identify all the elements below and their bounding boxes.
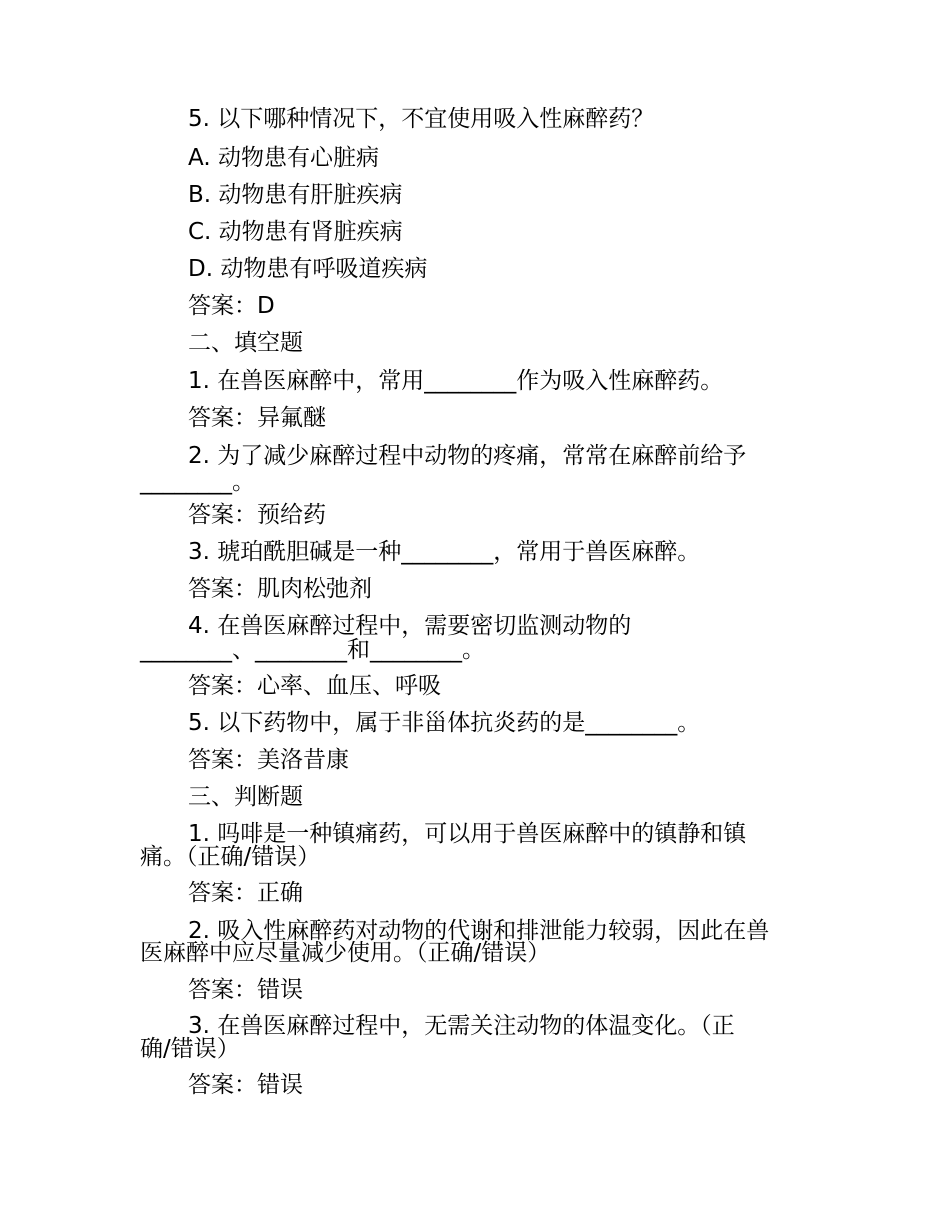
- judge-question-2: 2. 吸入性麻醉药对动物的代谢和排泄能力较弱，因此在兽: [188, 918, 770, 944]
- option-b: B. 动物患有肝脏疾病: [188, 182, 403, 208]
- fill-question-5: 5. 以下药物中，属于非甾体抗炎药的是________。: [188, 710, 701, 736]
- question-5: 5. 以下哪种情况下，不宜使用吸入性麻醉药？: [188, 106, 655, 132]
- fill-question-2-cont: ________。: [140, 469, 255, 495]
- fill-question-2: 2. 为了减少麻醉过程中动物的疼痛，常常在麻醉前给予: [188, 443, 747, 469]
- judge-question-3-cont: 确/错误）: [140, 1036, 240, 1062]
- answer-fill-2: 答案：预给药: [188, 502, 326, 528]
- option-d: D. 动物患有呼吸道疾病: [188, 256, 428, 282]
- answer-q5: 答案：D: [188, 293, 275, 319]
- section-true-false: 三、判断题: [188, 784, 303, 810]
- fill-question-3: 3. 琥珀酰胆碱是一种________，常用于兽医麻醉。: [188, 539, 701, 565]
- answer-fill-3: 答案：肌肉松弛剂: [188, 576, 372, 602]
- judge-question-2-cont: 医麻醉中应尽量减少使用。（正确/错误）: [140, 940, 551, 966]
- fill-question-1: 1. 在兽医麻醉中，常用________作为吸入性麻醉药。: [188, 368, 724, 394]
- answer-fill-4: 答案：心率、血压、呼吸: [188, 673, 441, 699]
- judge-question-1-cont: 痛。（正确/错误）: [140, 844, 321, 870]
- fill-question-4-cont: ________、________和________。: [140, 637, 485, 663]
- answer-fill-5: 答案：美洛昔康: [188, 747, 349, 773]
- answer-judge-1: 答案：正确: [188, 880, 303, 906]
- answer-judge-2: 答案：错误: [188, 977, 303, 1003]
- judge-question-1: 1. 吗啡是一种镇痛药，可以用于兽医麻醉中的镇静和镇: [188, 821, 747, 847]
- answer-fill-1: 答案：异氟醚: [188, 405, 326, 431]
- answer-judge-3: 答案：错误: [188, 1072, 303, 1098]
- option-c: C. 动物患有肾脏疾病: [188, 219, 403, 245]
- fill-question-4: 4. 在兽医麻醉过程中，需要密切监测动物的: [188, 613, 632, 639]
- option-a: A. 动物患有心脏病: [188, 145, 379, 171]
- judge-question-3: 3. 在兽医麻醉过程中，无需关注动物的体温变化。（正: [188, 1013, 735, 1039]
- section-fill-in-blank: 二、填空题: [188, 330, 303, 356]
